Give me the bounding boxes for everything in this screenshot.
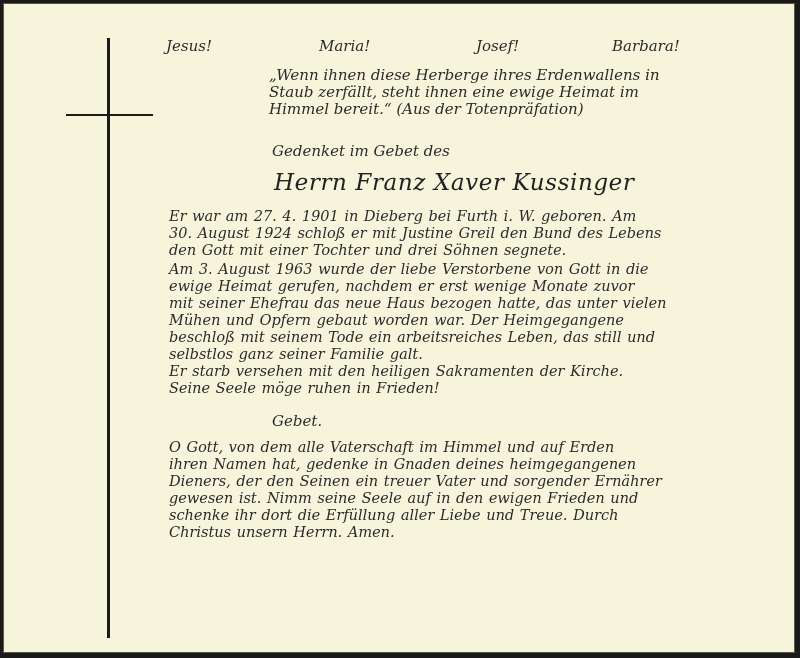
biography-paragraph [169, 209, 661, 260]
text-line: 30. August 1924 schloß er mit Justine Greil den Bund des Lebens [169, 226, 662, 242]
text-line: ihren Namen hat, gedenke in Gnaden deines heimgegangenen [169, 457, 637, 473]
text-line: beschloß mit seinem Tode ein arbeitsreiches Leben, das still und [169, 330, 656, 346]
memorial-card [3, 3, 795, 653]
text-line: den Gott mit einer Tochter und drei Söhnen segnete. [169, 243, 567, 259]
invocation-maria: Maria! [319, 37, 371, 55]
invocation-josef: Josef! [476, 37, 520, 55]
text-line: Am 3. August 1963 wurde der liebe Verstorbene von Gott in die [169, 262, 649, 278]
text-line: Seine Seele möge ruhen in Frieden! [169, 381, 440, 397]
text-line: Mühen und Opfern gebaut worden war. Der Heimgegangene [169, 313, 624, 329]
text-line: Christus unsern Herrn. Amen. [169, 525, 395, 541]
text-line: gewesen ist. Nimm seine Seele auf in den ewigen Frieden und [169, 491, 639, 507]
text-line: Er starb versehen mit den heiligen Sakramenten der Kirche. [169, 364, 624, 380]
text-line: selbstlos ganz seiner Familie galt. [169, 347, 423, 363]
quote-line: Himmel bereit.“ (Aus der Totenpräfation) [269, 100, 584, 118]
text-line: Er war am 27. 4. 1901 in Dieberg bei Furth i. W. geboren. Am [169, 209, 637, 225]
text-line: schenke ihr dort die Erfüllung aller Liebe und Treue. Durch [169, 508, 619, 524]
prayer-paragraph [169, 440, 662, 542]
prayer-heading: Gebet. [272, 412, 323, 430]
quote-block [269, 67, 660, 118]
invocation-jesus: Jesus! [166, 37, 212, 55]
text-line: Dieners, der den Seinen ein treuer Vater und sorgender Ernährer [169, 474, 662, 490]
remember-line: Gedenket im Gebet des [272, 142, 450, 160]
death-paragraph [169, 262, 667, 398]
deceased-name: Herrn Franz Xaver Kussinger [274, 170, 635, 196]
quote-line: Staub zerfällt, steht ihnen eine ewige Heimat im [269, 83, 639, 101]
invocation-barbara: Barbara! [612, 37, 680, 55]
quote-line: „Wenn ihnen diese Herberge ihres Erdenwallens in [269, 66, 660, 84]
text-line: O Gott, von dem alle Vaterschaft im Himmel und auf Erden [169, 440, 615, 456]
cross-vertical-bar [107, 38, 110, 638]
text-line: ewige Heimat gerufen, nachdem er erst wenige Monate zuvor [169, 279, 635, 295]
cross-horizontal-bar [66, 114, 153, 116]
text-line: mit seiner Ehefrau das neue Haus bezogen hatte, das unter vielen [169, 296, 667, 312]
